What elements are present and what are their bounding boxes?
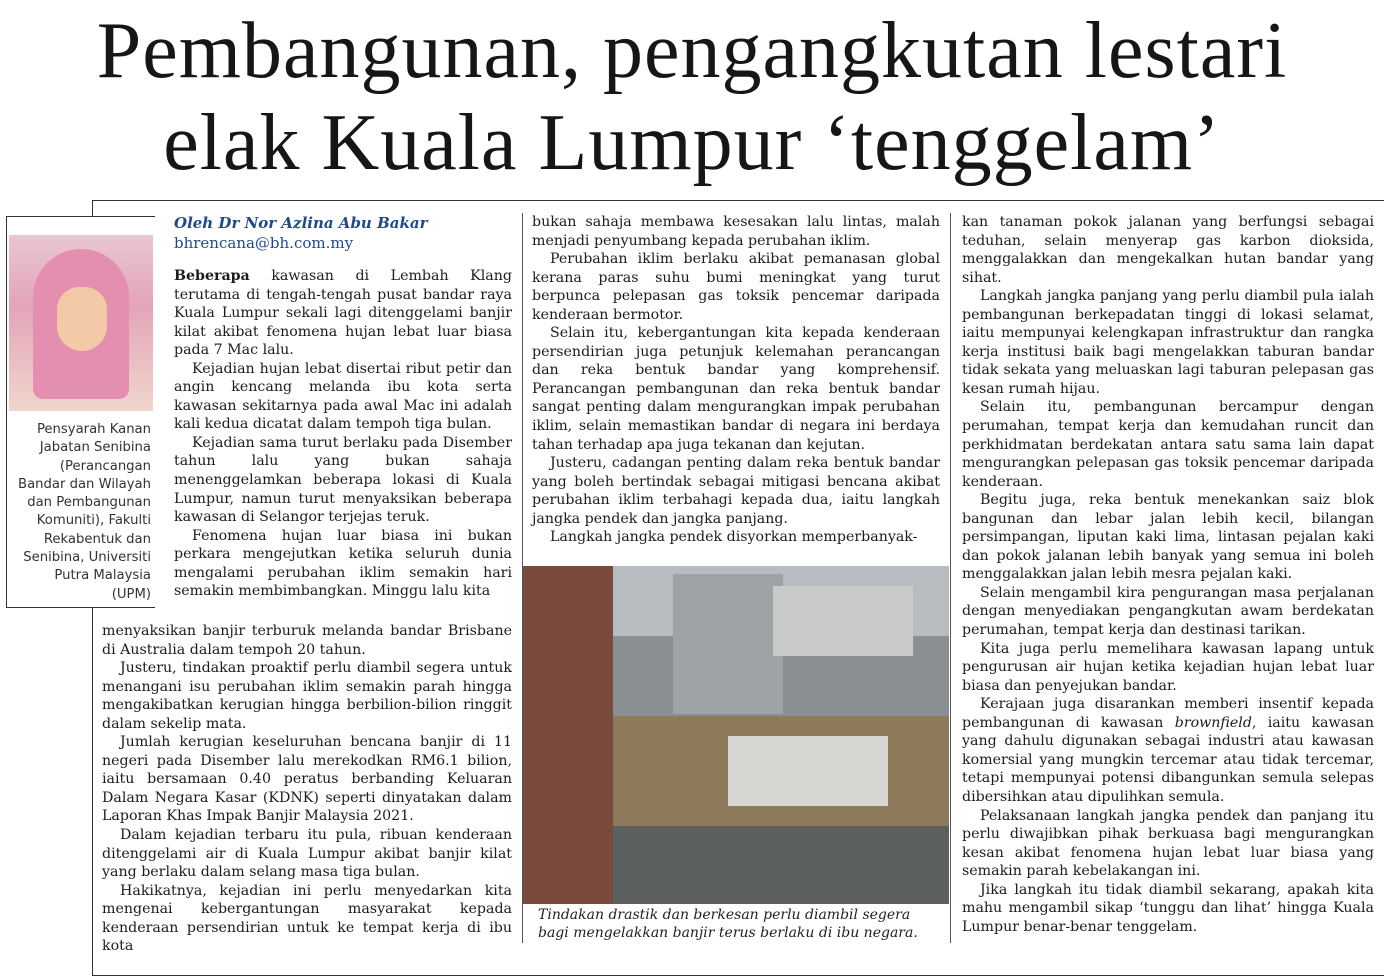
paragraph: Selain itu, kebergantungan kita kepada kenderaan persendirian juga petunjuk kelemahan perancangan dan reka bentuk bandar yang komprehensif. Perancangan pembangunan dan reka bentuk bandar sangat penting dalam mengurangkan impak perubahan iklim, selain memastikan bandar di negara ini berdaya tahan terhadap apa juga tekanan dan kejutan.: [532, 325, 940, 453]
paragraph: Fenomena hujan luar biasa ini bukan perkara mengejutkan ketika seluruh dunia mengalami perubahan iklim semakin hari semakin membimbangkan. Minggu lalu kita: [174, 527, 512, 600]
author-email: bhrencana@bh.com.my: [174, 234, 354, 252]
column-rule: [950, 213, 951, 943]
paragraph: Jika langkah itu tidak diambil sekarang, apakah kita mahu mengambil sikap ‘tunggu dan lihat’ hingga Kuala Lumpur benar-benar tenggelam.: [962, 881, 1374, 935]
paragraph: Langkah jangka pendek disyorkan memperbanyak-: [550, 529, 918, 546]
byline: Oleh Dr Nor Azlina Abu Bakar: [174, 214, 428, 232]
lead-word: Beberapa: [174, 268, 250, 284]
paragraph: bukan sahaja membawa kesesakan lalu lintas, malah menjadi penyumbang kepada perubahan iklim.: [532, 214, 940, 249]
article-column-3: [962, 213, 1374, 936]
paragraph: menyaksikan banjir terburuk melanda bandar Brisbane di Australia dalam tempoh 20 tahun.: [102, 623, 512, 658]
paragraph: Beberapa kawasan di Lembah Klang terutama di tengah-tengah pusat bandar raya Kuala Lumpur sekali lagi ditenggelami banjir kilat akibat fenomena hujan lebat luar biasa pada 7 Mac lalu.: [174, 268, 512, 359]
paragraph: kan tanaman pokok jalanan yang berfungsi sebagai teduhan, selain menyerap gas karbon dioksida, menggalakkan dan mengekalkan hutan bandar yang sihat.: [962, 214, 1374, 286]
article-column-1: [174, 267, 512, 601]
article-frame-top: [92, 200, 1384, 201]
paragraph: Hakikatnya, kejadian ini perlu menyedarkan kita mengenai kebergantungan masyarakat kepada kenderaan persendirian untuk ke tempat kerja di ibu kota: [102, 882, 512, 955]
paragraph: Langkah jangka panjang yang perlu diambil pula ialah pembangunan berkepadatan tinggi di lokasi selamat, iaitu mempunyai kelengkapan infrastruktur dan rangka kerja institusi baik bagi mengelakkan taburan bandar tidak sekata yang meluaskan lagi taburan pelepasan gas kesan rumah hijau.: [962, 288, 1374, 397]
flood-photo: [523, 566, 949, 904]
article-column-2: [532, 213, 940, 547]
headline-line-2: elak Kuala Lumpur ‘tenggelam’: [163, 99, 1221, 187]
paragraph: Begitu juga, reka bentuk menekankan saiz blok bangunan dan lebar jalan lebih kecil, bilangan persimpangan, liputan kaki lima, lintasan pejalan kaki dan pokok jalanan lebih banyak yang semua ini boleh menggalakkan jalan lebih mesra pejalan kaki.: [962, 492, 1374, 583]
paragraph: Perubahan iklim berlaku akibat pemanasan global kerana paras suhu bumi meningkat yang turut berpunca pelepasan gas toksik pencemar daripada kenderaan bermotor.: [532, 251, 940, 323]
author-photo: [9, 235, 153, 411]
paragraph: Jumlah kerugian keseluruhan bencana banjir di 11 negeri pada Disember lalu merekodkan RM6.1 bilion, iaitu bersamaan 0.40 peratus berbanding Keluaran Dalam Negara Kasar (KDNK) seperti dinyatakan dalam Laporan Khas Impak Banjir Malaysia 2021.: [102, 734, 512, 825]
paragraph: Justeru, tindakan proaktif perlu diambil segera untuk menangani isu perubahan iklim semakin parah hingga mengakibatkan kerugian hingga berbilion-bilion ringgit dalam sekelip mata.: [102, 660, 512, 732]
paragraph: Dalam kejadian terbaru itu pula, ribuan kenderaan ditenggelami air di Kuala Lumpur akibat banjir kilat yang berlaku dalam selang masa tiga bulan.: [102, 827, 512, 881]
paragraph: Justeru, cadangan penting dalam reka bentuk bandar yang boleh bertindak sebagai mitigasi bencana akibat perubahan iklim terbahagi kepada dua, iaitu langkah jangka pendek dan jangka panjang.: [532, 455, 940, 527]
headline-line-1: Pembangunan, pengangkutan lestari: [96, 7, 1288, 95]
paragraph: Kejadian sama turut berlaku pada Disember tahun lalu yang bukan sahaja menenggelamkan beberapa lokasi di Kuala Lumpur, namun turut menyaksikan beberapa kawasan di Selangor terjejas teruk.: [174, 434, 512, 526]
article-column-1-wide: [102, 622, 512, 956]
paragraph: Kerajaan juga disarankan memberi insentif kepada pembangunan di kawasan brownfield, iaitu kawasan yang dahulu digunakan sebagai industri atau kawasan komersial yang mungkin tercemar atau tidak tercemar, tetapi mempunyai potensi dibangunkan semula selepas dibersihkan atau dipulihkan semula.: [962, 696, 1374, 805]
article-frame-bottom: [92, 975, 1384, 976]
paragraph: Pelaksanaan langkah jangka pendek dan panjang itu perlu diwajibkan pihak berkuasa bagi mengurangkan kesan akibat fenomena hujan lebat luar biasa yang semakin parah kebelakangan ini.: [962, 807, 1374, 880]
author-caption: Pensyarah Kanan Jabatan Senibina (Perancangan Bandar dan Wilayah dan Pembangunan Komuniti), Fakulti Rekabentuk dan Senibina, Universiti Putra Malaysia (UPM): [18, 422, 151, 602]
paragraph: Kejadian hujan lebat disertai ribut petir dan angin kencang melanda ibu kota serta kawasan sekitarnya pada awal Mac ini adalah kali kedua dicatat dalam tempoh tiga bulan.: [174, 360, 512, 433]
author-box: [6, 216, 155, 608]
photo-caption: Tindakan drastik dan berkesan perlu diambil segera bagi mengelakkan banjir terus berlaku di ibu negara.: [538, 907, 918, 941]
paragraph: Selain itu, pembangunan bercampur dengan perumahan, tempat kerja dan kemudahan runcit dan perkhidmatan berdekatan antara satu sama lain dapat mengurangkan pelepasan gas toksik pencemar daripada kenderaan.: [962, 399, 1374, 490]
paragraph: Kita juga perlu memelihara kawasan lapang untuk pengurusan air hujan ketika kejadian hujan lebat luar biasa dan penyejukan bandar.: [962, 640, 1374, 694]
paragraph: Selain mengambil kira pengurangan masa perjalanan dengan menyediakan pengangkutan awam berdekatan perumahan, tempat kerja dan destinasi tarikan.: [962, 584, 1374, 639]
